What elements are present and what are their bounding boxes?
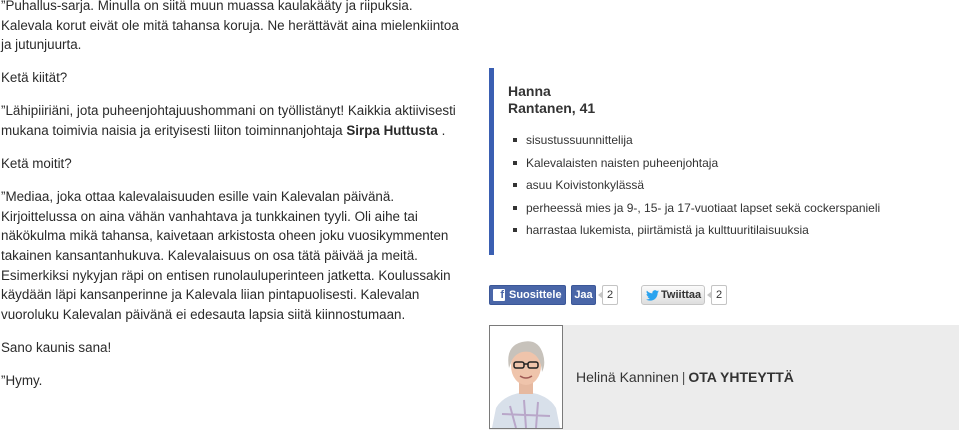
facebook-recommend-label: Suosittele bbox=[509, 289, 562, 301]
contact-author-link[interactable]: OTA YHTEYTTÄ bbox=[688, 369, 794, 385]
twitter-tweet-button[interactable] bbox=[641, 285, 705, 305]
fact-item: perheessä mies ja 9-, 15- ja 17-vuotiaat lapset sekä cockerspanieli bbox=[508, 197, 889, 220]
twitter-bird-icon bbox=[646, 290, 659, 301]
article-paragraph bbox=[1, 101, 461, 140]
question-heading: Sano kaunis sana! bbox=[1, 339, 112, 355]
author-byline bbox=[576, 369, 794, 386]
fact-box-name: Hanna bbox=[508, 83, 551, 99]
byline-separator: | bbox=[681, 369, 686, 385]
facebook-recommend-button[interactable] bbox=[489, 285, 566, 305]
facebook-share-button[interactable]: Jaa bbox=[571, 285, 596, 305]
fact-item: sisustussuunnittelija bbox=[508, 129, 889, 152]
article-body bbox=[1, 0, 461, 404]
twitter-count: 2 bbox=[711, 285, 727, 305]
fact-box-title bbox=[508, 83, 889, 117]
fact-list bbox=[508, 129, 889, 242]
article-paragraph: ”Puhallus-sarja. Minulla on siitä muun muassa kaulakääty ja riipuksia. Kalevala korut eivät ole mitä tahansa koruja. Ne herättävät aina mielenkiintoa ja jutunjuurta. bbox=[1, 0, 459, 53]
article-paragraph: ”Mediaa, joka ottaa kalevalaisuuden esille vain Kalevalan päivänä. Kirjoittelussa on aina vähän vanhahtava ja tunkkainen tyyli. Oli aihe tai näkökulma mikä tahansa, kaivetaan arkistosta oheen joku vuosikymmenten takainen kansantanhukuva. Kalevalaisuus on osa tätä päivää ja meitä. Esimerkiksi nykyjan räpi on entisen runolauluperinteen jatketta. Koulussakin käydään läpi kansanperinne ja Kalevala liian pintapuolisesti. Kalevalan vuoroluku Kalevalan päivänä ei edesauta lapsia siitä kiinnostumaan. bbox=[1, 189, 451, 322]
article-paragraph: ”Hymy. bbox=[1, 372, 43, 388]
fact-item: harrastaa lukemista, piirtämistä ja kulttuuritilaisuuksia bbox=[508, 219, 889, 242]
author-name: Helinä Kanninen bbox=[576, 369, 679, 385]
paragraph-text: . bbox=[437, 122, 446, 138]
fact-item: Kalevalaisten naisten puheenjohtaja bbox=[508, 152, 889, 175]
facebook-share-count: 2 bbox=[602, 285, 618, 305]
author-box bbox=[489, 325, 959, 430]
twitter-tweet-label: Twiittaa bbox=[661, 289, 702, 301]
facebook-icon: f bbox=[493, 289, 505, 301]
question-heading: Ketä moitit? bbox=[1, 156, 72, 172]
fact-item: asuu Koivistonkylässä bbox=[508, 174, 889, 197]
paragraph-text: ”Lähipiiriäni, jota puheenjohtajuushommani on työllistänyt! Kaikkia aktiivisesti mukana toimivia naisia ja erityisesti liiton toiminnanjohtaja bbox=[1, 103, 456, 138]
fact-box-name-age: Rantanen, 41 bbox=[508, 100, 596, 116]
person-name: Sirpa Huttusta bbox=[346, 122, 438, 138]
author-photo bbox=[489, 325, 563, 429]
question-heading: Ketä kiität? bbox=[1, 70, 68, 86]
fact-box bbox=[489, 68, 889, 255]
